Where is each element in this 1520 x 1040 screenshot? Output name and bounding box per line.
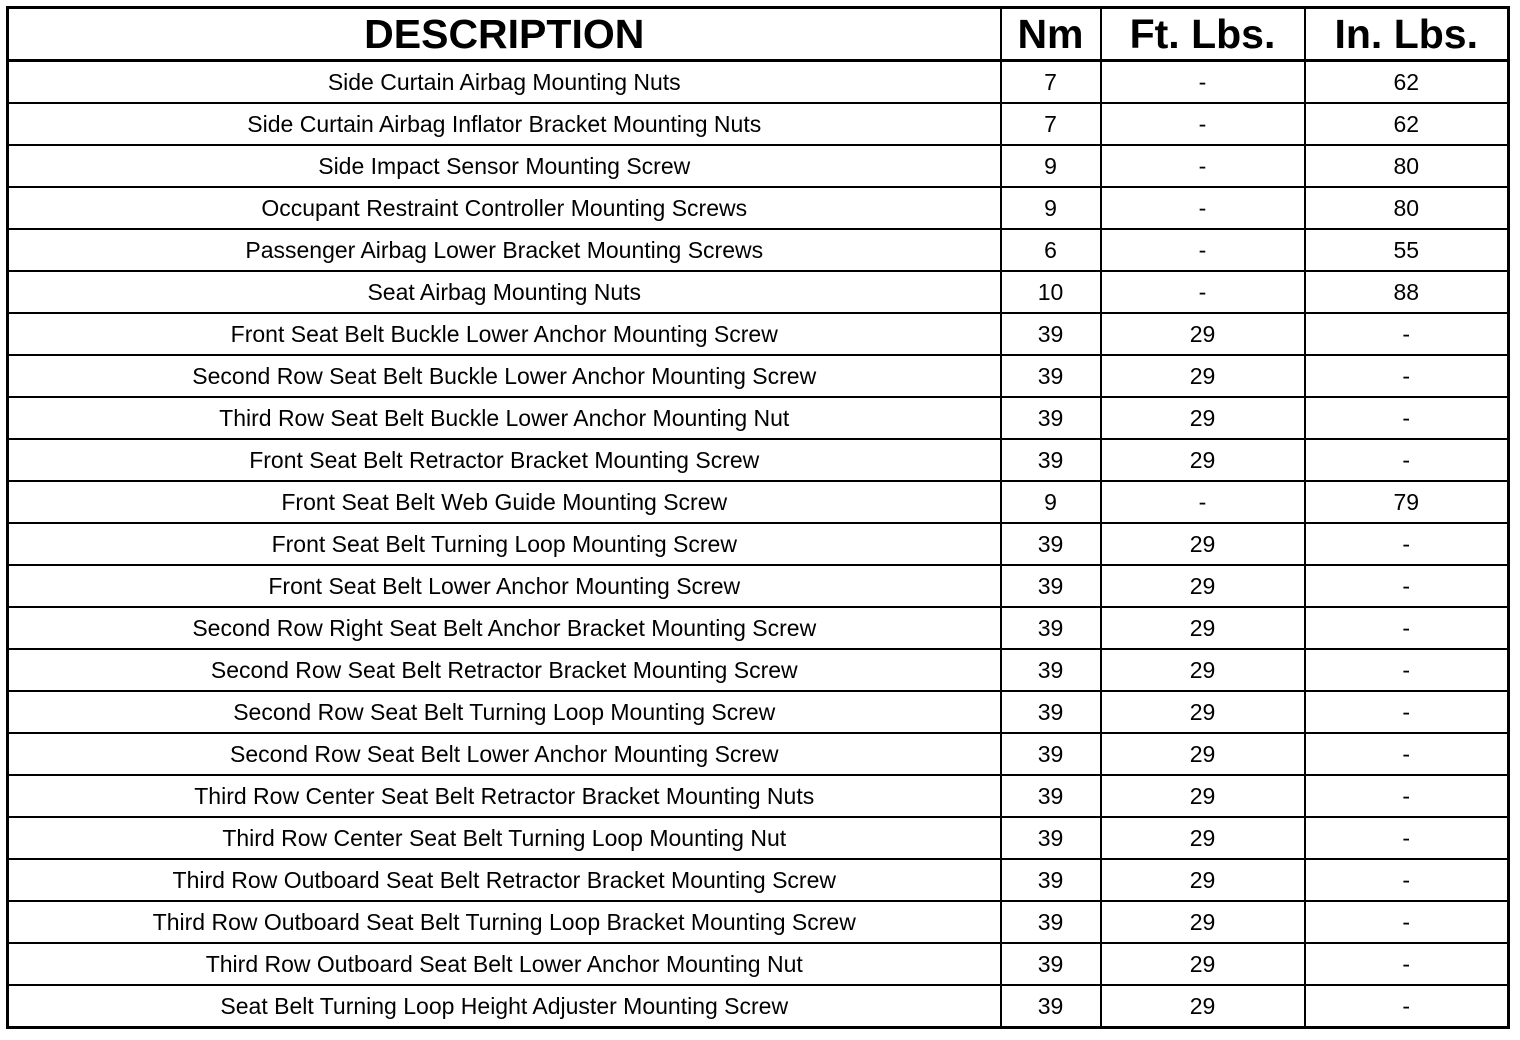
table-row [8,901,1509,943]
cell-nm: 39 [1001,901,1101,943]
table-row [8,607,1509,649]
cell-ft-lbs: - [1101,271,1305,313]
cell-description: Second Row Seat Belt Turning Loop Mounting Screw [8,691,1001,733]
cell-description: Passenger Airbag Lower Bracket Mounting Screws [8,229,1001,271]
header-ft-lbs: Ft. Lbs. [1101,8,1305,61]
table-body [8,61,1509,1028]
cell-ft-lbs: - [1101,61,1305,104]
cell-description: Second Row Seat Belt Retractor Bracket Mounting Screw [8,649,1001,691]
table-row [8,817,1509,859]
cell-nm: 39 [1001,649,1101,691]
cell-ft-lbs: 29 [1101,985,1305,1028]
cell-nm: 39 [1001,817,1101,859]
cell-nm: 39 [1001,733,1101,775]
cell-description: Third Row Seat Belt Buckle Lower Anchor Mounting Nut [8,397,1001,439]
cell-nm: 7 [1001,61,1101,104]
cell-description: Side Curtain Airbag Inflator Bracket Mounting Nuts [8,103,1001,145]
cell-nm: 39 [1001,523,1101,565]
cell-in-lbs: 55 [1305,229,1509,271]
cell-in-lbs: - [1305,649,1509,691]
cell-description: Third Row Outboard Seat Belt Turning Loop Bracket Mounting Screw [8,901,1001,943]
cell-description: Second Row Right Seat Belt Anchor Bracket Mounting Screw [8,607,1001,649]
cell-in-lbs: - [1305,313,1509,355]
table-row [8,943,1509,985]
cell-description: Side Curtain Airbag Mounting Nuts [8,61,1001,104]
table-row [8,985,1509,1028]
cell-in-lbs: - [1305,859,1509,901]
cell-nm: 39 [1001,691,1101,733]
cell-nm: 39 [1001,313,1101,355]
table-row [8,229,1509,271]
cell-in-lbs: 88 [1305,271,1509,313]
cell-nm: 39 [1001,859,1101,901]
header-nm: Nm [1001,8,1101,61]
cell-in-lbs: 62 [1305,61,1509,104]
table-row [8,397,1509,439]
cell-ft-lbs: - [1101,481,1305,523]
cell-nm: 9 [1001,481,1101,523]
cell-ft-lbs: 29 [1101,523,1305,565]
cell-in-lbs: 62 [1305,103,1509,145]
table-row [8,523,1509,565]
cell-in-lbs: - [1305,817,1509,859]
cell-description: Front Seat Belt Turning Loop Mounting Screw [8,523,1001,565]
cell-description: Second Row Seat Belt Lower Anchor Mounting Screw [8,733,1001,775]
table-row [8,313,1509,355]
cell-ft-lbs: 29 [1101,733,1305,775]
cell-nm: 6 [1001,229,1101,271]
header-description: DESCRIPTION [8,8,1001,61]
cell-in-lbs: - [1305,355,1509,397]
cell-ft-lbs: - [1101,187,1305,229]
cell-nm: 7 [1001,103,1101,145]
cell-nm: 39 [1001,943,1101,985]
cell-description: Front Seat Belt Buckle Lower Anchor Mounting Screw [8,313,1001,355]
table-row [8,859,1509,901]
cell-in-lbs: - [1305,901,1509,943]
cell-in-lbs: 80 [1305,145,1509,187]
cell-description: Seat Belt Turning Loop Height Adjuster Mounting Screw [8,985,1001,1028]
table-row [8,565,1509,607]
header-in-lbs: In. Lbs. [1305,8,1509,61]
table-row [8,145,1509,187]
cell-description: Third Row Center Seat Belt Retractor Bracket Mounting Nuts [8,775,1001,817]
cell-description: Occupant Restraint Controller Mounting Screws [8,187,1001,229]
table-row [8,691,1509,733]
cell-ft-lbs: 29 [1101,775,1305,817]
cell-nm: 39 [1001,565,1101,607]
table-row [8,775,1509,817]
cell-in-lbs: - [1305,775,1509,817]
cell-ft-lbs: - [1101,145,1305,187]
table-row [8,439,1509,481]
table-row [8,649,1509,691]
cell-ft-lbs: - [1101,103,1305,145]
cell-ft-lbs: 29 [1101,943,1305,985]
cell-in-lbs: - [1305,565,1509,607]
header-row [8,8,1509,61]
cell-in-lbs: - [1305,985,1509,1028]
table-row [8,481,1509,523]
cell-nm: 39 [1001,607,1101,649]
cell-ft-lbs: 29 [1101,901,1305,943]
cell-description: Third Row Outboard Seat Belt Retractor Bracket Mounting Screw [8,859,1001,901]
cell-ft-lbs: 29 [1101,691,1305,733]
cell-nm: 39 [1001,355,1101,397]
cell-nm: 39 [1001,775,1101,817]
cell-in-lbs: - [1305,607,1509,649]
cell-nm: 9 [1001,145,1101,187]
cell-description: Front Seat Belt Retractor Bracket Mounting Screw [8,439,1001,481]
table-row [8,103,1509,145]
cell-description: Side Impact Sensor Mounting Screw [8,145,1001,187]
cell-ft-lbs: 29 [1101,355,1305,397]
table-row [8,271,1509,313]
cell-in-lbs: - [1305,691,1509,733]
cell-in-lbs: 80 [1305,187,1509,229]
cell-in-lbs: - [1305,397,1509,439]
cell-ft-lbs: 29 [1101,649,1305,691]
cell-ft-lbs: 29 [1101,817,1305,859]
cell-ft-lbs: - [1101,229,1305,271]
cell-ft-lbs: 29 [1101,859,1305,901]
cell-in-lbs: - [1305,523,1509,565]
cell-in-lbs: - [1305,733,1509,775]
table-row [8,355,1509,397]
cell-ft-lbs: 29 [1101,607,1305,649]
cell-description: Front Seat Belt Web Guide Mounting Screw [8,481,1001,523]
cell-description: Third Row Outboard Seat Belt Lower Anchor Mounting Nut [8,943,1001,985]
cell-ft-lbs: 29 [1101,313,1305,355]
cell-ft-lbs: 29 [1101,397,1305,439]
cell-nm: 10 [1001,271,1101,313]
table-row [8,61,1509,104]
cell-in-lbs: - [1305,943,1509,985]
table-row [8,187,1509,229]
cell-in-lbs: - [1305,439,1509,481]
cell-description: Front Seat Belt Lower Anchor Mounting Screw [8,565,1001,607]
cell-description: Third Row Center Seat Belt Turning Loop Mounting Nut [8,817,1001,859]
cell-ft-lbs: 29 [1101,565,1305,607]
cell-nm: 39 [1001,397,1101,439]
cell-nm: 39 [1001,985,1101,1028]
cell-in-lbs: 79 [1305,481,1509,523]
table-row [8,733,1509,775]
cell-nm: 39 [1001,439,1101,481]
torque-spec-table [6,6,1510,1029]
cell-description: Second Row Seat Belt Buckle Lower Anchor Mounting Screw [8,355,1001,397]
cell-description: Seat Airbag Mounting Nuts [8,271,1001,313]
cell-ft-lbs: 29 [1101,439,1305,481]
cell-nm: 9 [1001,187,1101,229]
